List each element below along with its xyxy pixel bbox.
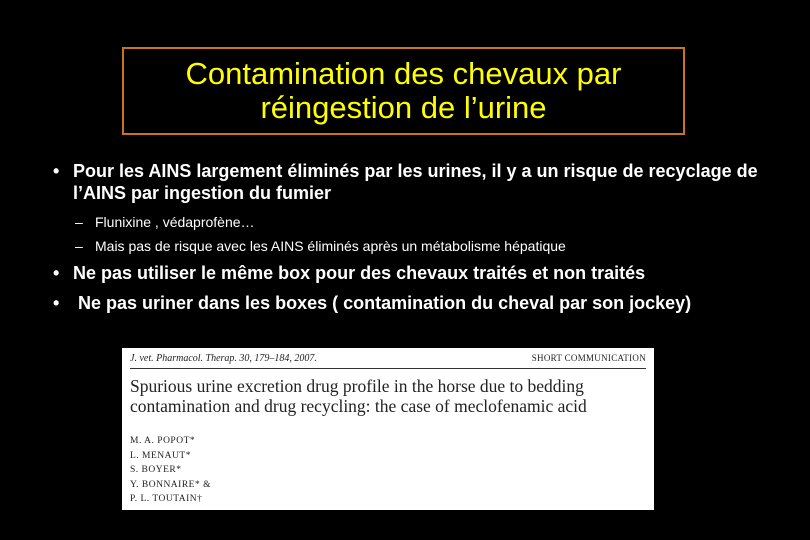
article-screenshot (122, 348, 654, 510)
slide-title-box (122, 47, 685, 135)
slide-title-line-1: Contamination des chevaux par (185, 56, 622, 91)
bullet-item-1 (53, 160, 783, 204)
author: Y. BONNAIRE* & (130, 479, 211, 490)
bullet-dot: • (53, 293, 60, 313)
author: L. MENAUT* (130, 450, 191, 461)
bullet-item-2 (53, 260, 783, 286)
article-title-line-2: contamination and drug recycling: the case of meclofenamic acid (130, 396, 587, 416)
author: S. BOYER* (130, 465, 182, 475)
sub-bullet-text-2: Mais pas de risque avec les AINS éliminés après un métabolisme hépatique (95, 238, 566, 254)
sub-bullet-dash: – (75, 238, 83, 254)
author-list (130, 434, 211, 507)
bullet-dot: • (53, 263, 60, 283)
article-title-line-1: Spurious urine excretion drug profile in the horse due to bedding (130, 376, 584, 396)
slide-title-line-2: réingestion de l’urine (260, 90, 547, 125)
bullet-list (53, 160, 783, 316)
sub-bullet-text-1: Flunixine , védaprofène… (95, 214, 255, 230)
bullet-text-3: Ne pas uriner dans les boxes ( contamination du cheval par son jockey) (73, 293, 692, 313)
bullet-text-1: Pour les AINS largement éliminés par les urines, il y a un risque de recyclage de l’AINS par ingestion du fumier (73, 161, 758, 203)
bullet-item-3 (53, 290, 783, 316)
header-rule (130, 368, 646, 369)
bullet-text-2: Ne pas utiliser le même box pour des chevaux traités et non traités (73, 263, 646, 283)
author: M. A. POPOT* (130, 436, 196, 446)
journal-citation: J. vet. Pharmacol. Therap. 30, 179–184, 2007. (130, 353, 317, 364)
sub-bullet-1 (53, 212, 783, 232)
sub-bullet-dash: – (75, 214, 83, 230)
bullet-dot: • (53, 161, 60, 181)
author: P. L. TOUTAIN† (130, 494, 203, 504)
article-type: SHORT COMMUNICATION (531, 353, 646, 363)
article-title (130, 376, 646, 416)
article-header (130, 353, 646, 364)
sub-bullet-2 (53, 236, 783, 256)
